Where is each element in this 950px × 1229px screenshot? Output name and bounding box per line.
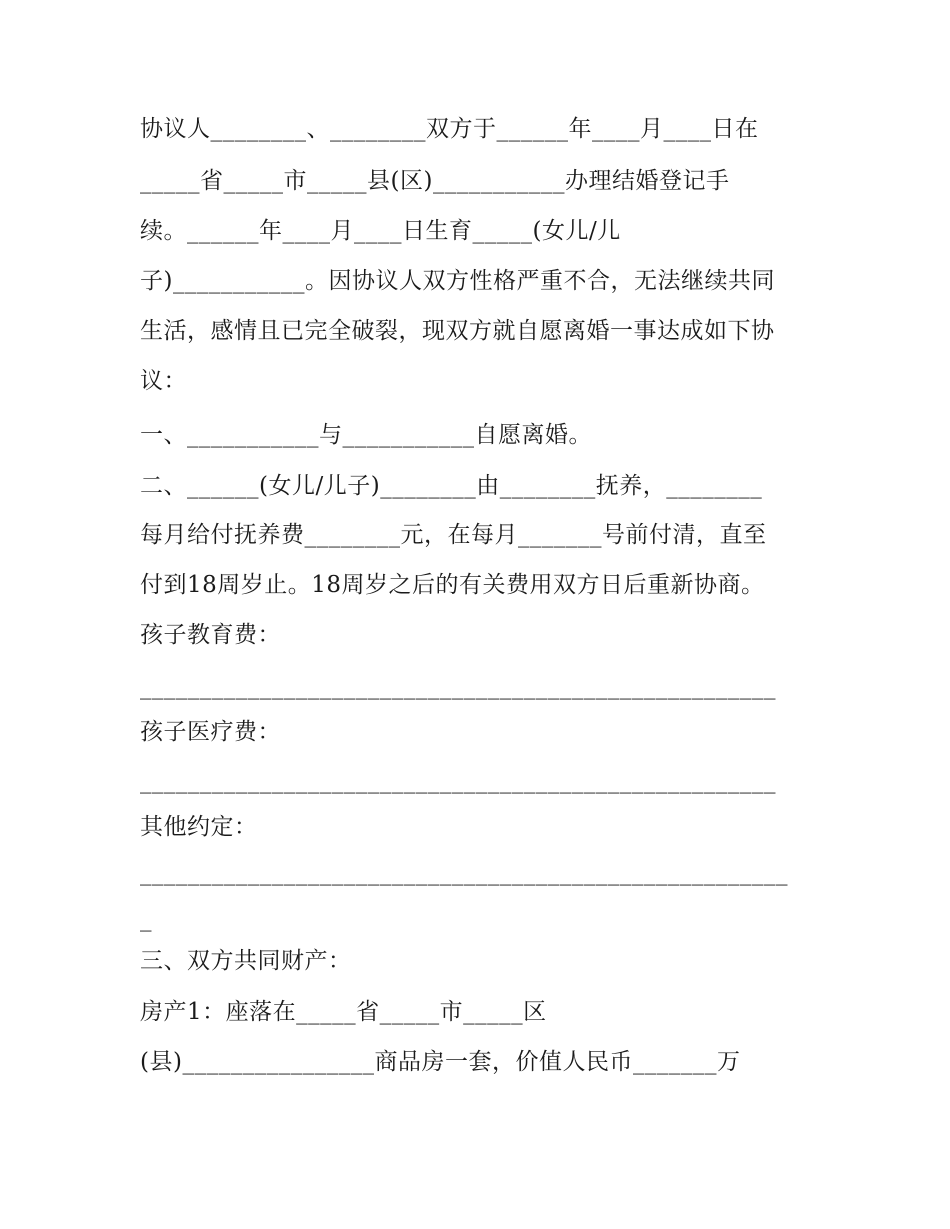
clause-3-heading: 三、双方共同财产： [140,948,352,974]
property-1-line-2: (县)________________商品房一套，价值人民币_______万 [140,1049,741,1075]
medical-fee-blank: _____________________________________________________ [140,768,776,794]
property-1-line-1: 房产1：座落在_____省_____市_____区 [140,999,547,1025]
other-terms-blank-overflow: _ [140,906,152,932]
clause-2-line-2: 每月给付抚养费________元，在每月_______号前付清，直至 [140,522,767,548]
medical-fee-label: 孩子医疗费： [140,719,281,745]
agreement-line-4: 子)___________。因协议人双方性格严重不合，无法继续共同 [140,268,775,294]
agreement-line-5: 生活，感情且已完全破裂，现双方就自愿离婚一事达成如下协 [140,318,775,344]
agreement-line-6: 议： [140,368,187,394]
education-fee-blank: _____________________________________________________ [140,674,776,700]
clause-1: 一、___________与___________自愿离婚。 [140,422,592,448]
clause-2-line-3: 付到18周岁止。18周岁之后的有关费用双方日后重新协商。 [140,572,765,598]
agreement-line-1: 协议人________、________双方于______年____月____日在 [140,116,759,142]
agreement-line-3: 续。______年____月____日生育_____(女儿/儿 [140,218,621,244]
other-terms-blank: ______________________________________________________ [140,860,788,886]
agreement-line-2: _____省_____市_____县(区)___________办理结婚登记手 [140,168,730,194]
clause-2-line-1: 二、______(女儿/儿子)________由________抚养，________ [140,473,763,499]
other-terms-label: 其他约定： [140,814,258,840]
education-fee-label: 孩子教育费： [140,622,281,648]
